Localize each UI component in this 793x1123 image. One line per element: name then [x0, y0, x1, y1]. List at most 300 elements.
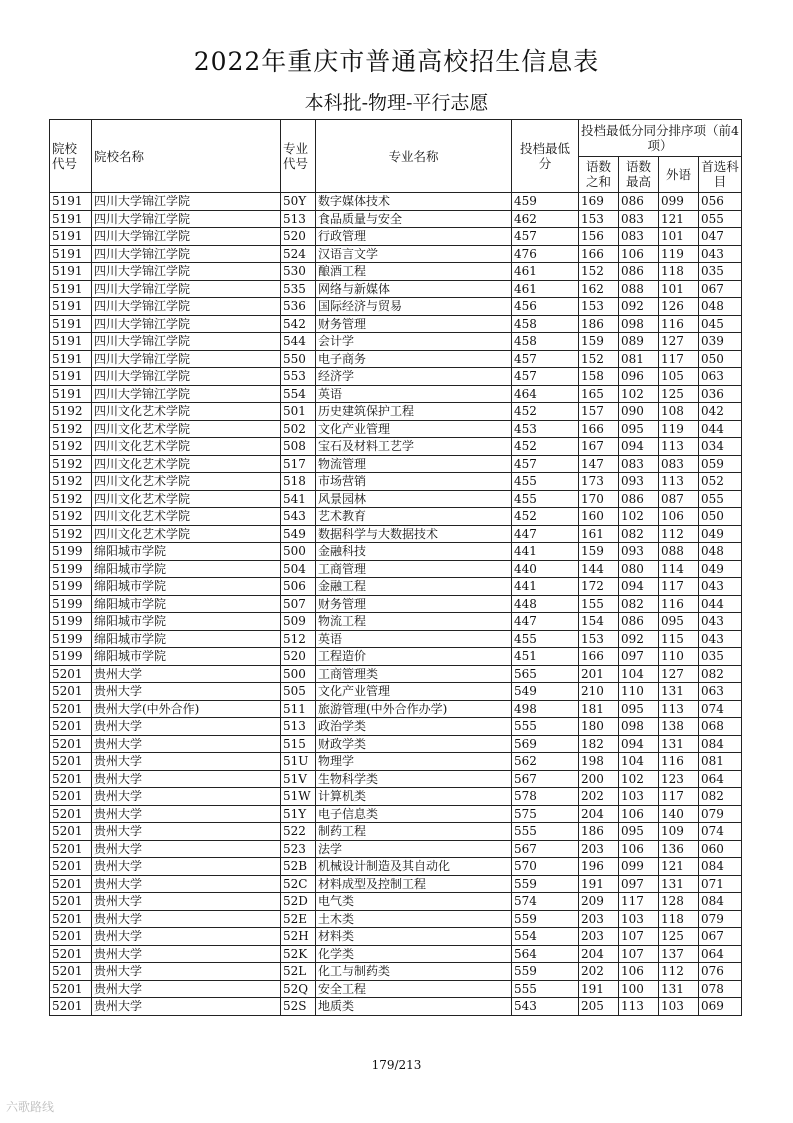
cell-yushu-sum: 202: [579, 788, 619, 806]
cell-major-code: 508: [281, 438, 316, 456]
cell-major-name: 宝石及材料工艺学: [316, 438, 512, 456]
cell-school-code: 5201: [50, 980, 92, 998]
cell-yushu-max: 083: [619, 455, 659, 473]
page-number: 179/213: [371, 1058, 422, 1072]
cell-yushu-max: 102: [619, 508, 659, 526]
cell-pref: 043: [699, 613, 742, 631]
cell-major-name: 会计学: [316, 333, 512, 351]
cell-major-code: 524: [281, 245, 316, 263]
cell-yushu-sum: 186: [579, 823, 619, 841]
cell-min-score: 440: [512, 560, 579, 578]
cell-school-name: 贵州大学: [92, 875, 281, 893]
cell-min-score: 455: [512, 473, 579, 491]
cell-min-score: 458: [512, 315, 579, 333]
cell-yushu-sum: 160: [579, 508, 619, 526]
cell-pref: 035: [699, 263, 742, 281]
table-row: [50, 315, 742, 333]
cell-school-name: 贵州大学: [92, 805, 281, 823]
cell-foreign: 113: [659, 438, 699, 456]
cell-foreign: 131: [659, 735, 699, 753]
cell-yushu-max: 094: [619, 735, 659, 753]
cell-pref: 074: [699, 823, 742, 841]
cell-major-name: 艺术教育: [316, 508, 512, 526]
header-yushu-sum: 语数之和: [579, 156, 619, 193]
cell-school-code: 5191: [50, 368, 92, 386]
cell-foreign: 095: [659, 613, 699, 631]
cell-pref: 044: [699, 420, 742, 438]
cell-yushu-max: 092: [619, 630, 659, 648]
cell-pref: 034: [699, 438, 742, 456]
cell-school-name: 四川大学锦江学院: [92, 210, 281, 228]
cell-major-code: 523: [281, 840, 316, 858]
cell-school-code: 5191: [50, 263, 92, 281]
cell-school-name: 贵州大学: [92, 770, 281, 788]
cell-major-name: 土木类: [316, 910, 512, 928]
cell-major-code: 518: [281, 473, 316, 491]
table-row: [50, 963, 742, 981]
cell-pref: 055: [699, 210, 742, 228]
cell-yushu-sum: 182: [579, 735, 619, 753]
cell-school-code: 5191: [50, 280, 92, 298]
cell-yushu-sum: 203: [579, 910, 619, 928]
cell-pref: 084: [699, 893, 742, 911]
table-row: [50, 490, 742, 508]
cell-foreign: 105: [659, 368, 699, 386]
cell-min-score: 559: [512, 963, 579, 981]
cell-school-name: 四川文化艺术学院: [92, 490, 281, 508]
page-subtitle: 本科批-物理-平行志愿: [304, 92, 489, 114]
cell-yushu-max: 098: [619, 718, 659, 736]
cell-yushu-max: 083: [619, 210, 659, 228]
cell-major-name: 财务管理: [316, 595, 512, 613]
cell-yushu-max: 107: [619, 945, 659, 963]
cell-foreign: 117: [659, 350, 699, 368]
cell-yushu-sum: 210: [579, 683, 619, 701]
cell-pref: 048: [699, 543, 742, 561]
cell-major-code: 501: [281, 403, 316, 421]
cell-major-name: 化工与制药类: [316, 963, 512, 981]
cell-yushu-sum: 198: [579, 753, 619, 771]
cell-min-score: 567: [512, 770, 579, 788]
cell-yushu-max: 083: [619, 228, 659, 246]
cell-major-name: 历史建筑保护工程: [316, 403, 512, 421]
cell-school-name: 四川大学锦江学院: [92, 228, 281, 246]
cell-major-name: 材料类: [316, 928, 512, 946]
cell-school-code: 5191: [50, 350, 92, 368]
cell-school-code: 5192: [50, 403, 92, 421]
cell-school-name: 四川大学锦江学院: [92, 315, 281, 333]
header-tie-group: 投档最低分同分排序项（前4项）: [579, 120, 742, 157]
table-row: [50, 595, 742, 613]
table-row: [50, 333, 742, 351]
cell-major-name: 电子信息类: [316, 805, 512, 823]
cell-school-name: 绵阳城市学院: [92, 595, 281, 613]
cell-pref: 078: [699, 980, 742, 998]
cell-pref: 082: [699, 788, 742, 806]
cell-major-code: 511: [281, 700, 316, 718]
cell-school-name: 绵阳城市学院: [92, 648, 281, 666]
table-row: [50, 280, 742, 298]
cell-foreign: 110: [659, 648, 699, 666]
cell-foreign: 101: [659, 280, 699, 298]
cell-foreign: 119: [659, 245, 699, 263]
cell-pref: 068: [699, 718, 742, 736]
cell-major-code: 520: [281, 648, 316, 666]
cell-min-score: 441: [512, 578, 579, 596]
cell-major-code: 52E: [281, 910, 316, 928]
cell-major-code: 553: [281, 368, 316, 386]
cell-min-score: 564: [512, 945, 579, 963]
cell-foreign: 128: [659, 893, 699, 911]
cell-yushu-max: 080: [619, 560, 659, 578]
table-row: [50, 473, 742, 491]
table-row: [50, 350, 742, 368]
cell-min-score: 476: [512, 245, 579, 263]
cell-yushu-max: 094: [619, 438, 659, 456]
cell-min-score: 575: [512, 805, 579, 823]
table-row: [50, 665, 742, 683]
cell-min-score: 452: [512, 438, 579, 456]
cell-school-code: 5201: [50, 928, 92, 946]
cell-min-score: 461: [512, 263, 579, 281]
cell-yushu-sum: 201: [579, 665, 619, 683]
cell-pref: 081: [699, 753, 742, 771]
header-school-code: 院校代号: [50, 120, 92, 193]
cell-school-code: 5201: [50, 945, 92, 963]
cell-yushu-sum: 155: [579, 595, 619, 613]
cell-major-code: 502: [281, 420, 316, 438]
cell-major-code: 500: [281, 665, 316, 683]
cell-major-name: 财务管理: [316, 315, 512, 333]
cell-school-code: 5191: [50, 298, 92, 316]
cell-foreign: 088: [659, 543, 699, 561]
cell-foreign: 137: [659, 945, 699, 963]
cell-yushu-sum: 204: [579, 945, 619, 963]
cell-major-name: 物理学: [316, 753, 512, 771]
cell-major-code: 51V: [281, 770, 316, 788]
cell-min-score: 565: [512, 665, 579, 683]
cell-yushu-sum: 173: [579, 473, 619, 491]
cell-school-name: 四川文化艺术学院: [92, 438, 281, 456]
cell-pref: 084: [699, 735, 742, 753]
cell-major-code: 52Q: [281, 980, 316, 998]
cell-foreign: 121: [659, 210, 699, 228]
cell-school-name: 贵州大学: [92, 945, 281, 963]
cell-school-name: 贵州大学(中外合作): [92, 700, 281, 718]
cell-foreign: 114: [659, 560, 699, 578]
cell-school-name: 绵阳城市学院: [92, 578, 281, 596]
header-foreign: 外语: [659, 156, 699, 193]
cell-pref: 059: [699, 455, 742, 473]
cell-major-name: 政治学类: [316, 718, 512, 736]
cell-foreign: 108: [659, 403, 699, 421]
cell-foreign: 125: [659, 385, 699, 403]
table-row: [50, 893, 742, 911]
cell-pref: 074: [699, 700, 742, 718]
cell-min-score: 458: [512, 333, 579, 351]
table-row: [50, 683, 742, 701]
cell-major-name: 风景园林: [316, 490, 512, 508]
cell-min-score: 562: [512, 753, 579, 771]
cell-yushu-max: 107: [619, 928, 659, 946]
header-major-name: 专业名称: [316, 120, 512, 193]
cell-major-code: 52K: [281, 945, 316, 963]
cell-school-code: 5192: [50, 438, 92, 456]
cell-yushu-sum: 200: [579, 770, 619, 788]
header-major-code: 专业代号: [281, 120, 316, 193]
cell-pref: 043: [699, 245, 742, 263]
cell-yushu-max: 103: [619, 788, 659, 806]
cell-school-code: 5191: [50, 245, 92, 263]
cell-school-name: 贵州大学: [92, 665, 281, 683]
cell-yushu-max: 097: [619, 648, 659, 666]
cell-major-code: 554: [281, 385, 316, 403]
cell-major-code: 522: [281, 823, 316, 841]
cell-yushu-sum: 153: [579, 210, 619, 228]
cell-foreign: 099: [659, 193, 699, 211]
cell-school-name: 四川文化艺术学院: [92, 420, 281, 438]
table-row: [50, 875, 742, 893]
cell-yushu-max: 106: [619, 963, 659, 981]
cell-yushu-sum: 203: [579, 928, 619, 946]
cell-pref: 050: [699, 508, 742, 526]
cell-yushu-max: 090: [619, 403, 659, 421]
cell-major-name: 食品质量与安全: [316, 210, 512, 228]
cell-foreign: 112: [659, 525, 699, 543]
cell-foreign: 118: [659, 910, 699, 928]
cell-major-name: 文化产业管理: [316, 683, 512, 701]
cell-foreign: 117: [659, 788, 699, 806]
cell-pref: 035: [699, 648, 742, 666]
cell-major-name: 安全工程: [316, 980, 512, 998]
cell-school-name: 四川文化艺术学院: [92, 508, 281, 526]
cell-min-score: 555: [512, 823, 579, 841]
cell-school-name: 贵州大学: [92, 980, 281, 998]
cell-major-name: 计算机类: [316, 788, 512, 806]
cell-foreign: 127: [659, 665, 699, 683]
cell-school-code: 5201: [50, 858, 92, 876]
cell-major-code: 507: [281, 595, 316, 613]
table-row: [50, 438, 742, 456]
cell-school-code: 5201: [50, 823, 92, 841]
cell-yushu-max: 086: [619, 613, 659, 631]
cell-pref: 055: [699, 490, 742, 508]
cell-yushu-sum: 144: [579, 560, 619, 578]
cell-school-name: 贵州大学: [92, 998, 281, 1016]
table-row: [50, 193, 742, 211]
cell-school-name: 四川大学锦江学院: [92, 245, 281, 263]
cell-yushu-max: 110: [619, 683, 659, 701]
cell-major-code: 500: [281, 543, 316, 561]
cell-school-name: 贵州大学: [92, 840, 281, 858]
cell-foreign: 138: [659, 718, 699, 736]
cell-yushu-max: 098: [619, 315, 659, 333]
cell-pref: 042: [699, 403, 742, 421]
cell-yushu-max: 086: [619, 490, 659, 508]
cell-pref: 047: [699, 228, 742, 246]
cell-yushu-max: 094: [619, 578, 659, 596]
cell-major-name: 工商管理: [316, 560, 512, 578]
cell-yushu-max: 095: [619, 420, 659, 438]
cell-major-code: 513: [281, 210, 316, 228]
cell-yushu-max: 104: [619, 665, 659, 683]
cell-yushu-max: 092: [619, 298, 659, 316]
cell-school-code: 5191: [50, 333, 92, 351]
cell-foreign: 103: [659, 998, 699, 1016]
cell-foreign: 116: [659, 315, 699, 333]
cell-major-code: 51Y: [281, 805, 316, 823]
cell-major-code: 535: [281, 280, 316, 298]
cell-min-score: 457: [512, 368, 579, 386]
cell-major-name: 英语: [316, 630, 512, 648]
cell-yushu-max: 117: [619, 893, 659, 911]
cell-yushu-sum: 156: [579, 228, 619, 246]
header-school-name: 院校名称: [92, 120, 281, 193]
cell-major-name: 数据科学与大数据技术: [316, 525, 512, 543]
cell-school-code: 5191: [50, 315, 92, 333]
cell-min-score: 455: [512, 490, 579, 508]
cell-foreign: 121: [659, 858, 699, 876]
cell-foreign: 083: [659, 455, 699, 473]
cell-yushu-sum: 167: [579, 438, 619, 456]
cell-yushu-sum: 162: [579, 280, 619, 298]
cell-major-name: 市场营销: [316, 473, 512, 491]
table-row: [50, 420, 742, 438]
cell-pref: 044: [699, 595, 742, 613]
cell-yushu-sum: 169: [579, 193, 619, 211]
cell-school-name: 四川大学锦江学院: [92, 263, 281, 281]
cell-pref: 043: [699, 630, 742, 648]
cell-school-name: 绵阳城市学院: [92, 613, 281, 631]
cell-pref: 060: [699, 840, 742, 858]
cell-min-score: 456: [512, 298, 579, 316]
cell-yushu-max: 093: [619, 473, 659, 491]
table-row: [50, 770, 742, 788]
cell-major-code: 51U: [281, 753, 316, 771]
cell-pref: 079: [699, 910, 742, 928]
cell-pref: 071: [699, 875, 742, 893]
cell-pref: 050: [699, 350, 742, 368]
cell-school-code: 5199: [50, 630, 92, 648]
table-row: [50, 298, 742, 316]
cell-yushu-sum: 205: [579, 998, 619, 1016]
table-row: [50, 525, 742, 543]
cell-school-code: 5201: [50, 840, 92, 858]
cell-foreign: 119: [659, 420, 699, 438]
cell-pref: 039: [699, 333, 742, 351]
cell-yushu-max: 103: [619, 910, 659, 928]
table-row: [50, 805, 742, 823]
cell-yushu-sum: 157: [579, 403, 619, 421]
cell-min-score: 554: [512, 928, 579, 946]
cell-pref: 064: [699, 770, 742, 788]
cell-major-name: 制药工程: [316, 823, 512, 841]
cell-major-name: 电气类: [316, 893, 512, 911]
cell-school-name: 四川大学锦江学院: [92, 368, 281, 386]
cell-school-name: 贵州大学: [92, 788, 281, 806]
cell-school-code: 5192: [50, 490, 92, 508]
cell-min-score: 453: [512, 420, 579, 438]
cell-foreign: 127: [659, 333, 699, 351]
cell-school-code: 5201: [50, 788, 92, 806]
cell-min-score: 461: [512, 280, 579, 298]
cell-min-score: 464: [512, 385, 579, 403]
cell-school-name: 贵州大学: [92, 683, 281, 701]
cell-school-name: 四川大学锦江学院: [92, 350, 281, 368]
cell-major-name: 生物科学类: [316, 770, 512, 788]
table-row: [50, 630, 742, 648]
cell-school-name: 贵州大学: [92, 753, 281, 771]
cell-school-code: 5201: [50, 998, 92, 1016]
table-row: [50, 788, 742, 806]
cell-yushu-sum: 209: [579, 893, 619, 911]
table-row: [50, 718, 742, 736]
cell-min-score: 447: [512, 525, 579, 543]
cell-major-name: 物流管理: [316, 455, 512, 473]
table-row: [50, 700, 742, 718]
table-row: [50, 385, 742, 403]
cell-school-name: 四川文化艺术学院: [92, 455, 281, 473]
header-yushu-max: 语数最高: [619, 156, 659, 193]
cell-major-name: 金融科技: [316, 543, 512, 561]
cell-major-code: 543: [281, 508, 316, 526]
cell-major-name: 地质类: [316, 998, 512, 1016]
cell-yushu-sum: 159: [579, 543, 619, 561]
cell-school-code: 5201: [50, 700, 92, 718]
cell-school-code: 5192: [50, 455, 92, 473]
cell-major-name: 汉语言文学: [316, 245, 512, 263]
cell-yushu-sum: 202: [579, 963, 619, 981]
cell-min-score: 559: [512, 875, 579, 893]
cell-school-code: 5191: [50, 228, 92, 246]
cell-school-name: 贵州大学: [92, 893, 281, 911]
cell-min-score: 451: [512, 648, 579, 666]
cell-min-score: 549: [512, 683, 579, 701]
cell-major-code: 541: [281, 490, 316, 508]
admission-table: [49, 119, 742, 1016]
cell-foreign: 131: [659, 875, 699, 893]
cell-major-code: 504: [281, 560, 316, 578]
cell-min-score: 447: [512, 613, 579, 631]
cell-yushu-max: 097: [619, 875, 659, 893]
cell-yushu-sum: 186: [579, 315, 619, 333]
table-row: [50, 858, 742, 876]
cell-foreign: 136: [659, 840, 699, 858]
cell-major-name: 财政学类: [316, 735, 512, 753]
cell-major-code: 52H: [281, 928, 316, 946]
table-row: [50, 245, 742, 263]
cell-major-code: 509: [281, 613, 316, 631]
cell-pref: 064: [699, 945, 742, 963]
cell-major-code: 50Y: [281, 193, 316, 211]
cell-major-code: 52C: [281, 875, 316, 893]
cell-major-code: 550: [281, 350, 316, 368]
cell-yushu-sum: 154: [579, 613, 619, 631]
cell-min-score: 455: [512, 630, 579, 648]
cell-school-code: 5191: [50, 193, 92, 211]
cell-yushu-sum: 191: [579, 980, 619, 998]
cell-major-name: 旅游管理(中外合作办学): [316, 700, 512, 718]
cell-school-name: 贵州大学: [92, 858, 281, 876]
table-row: [50, 998, 742, 1016]
cell-yushu-max: 089: [619, 333, 659, 351]
table-row: [50, 578, 742, 596]
cell-school-code: 5192: [50, 473, 92, 491]
cell-school-name: 贵州大学: [92, 910, 281, 928]
cell-foreign: 109: [659, 823, 699, 841]
cell-min-score: 543: [512, 998, 579, 1016]
cell-yushu-max: 095: [619, 700, 659, 718]
